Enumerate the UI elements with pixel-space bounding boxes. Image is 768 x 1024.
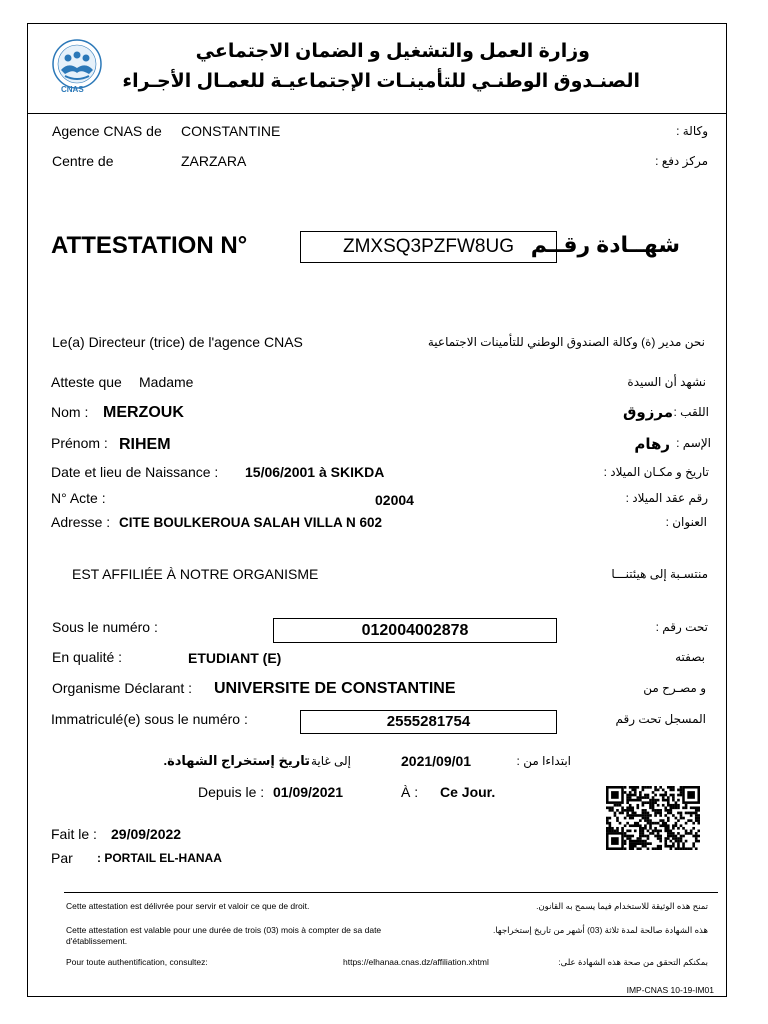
footer-line3: Pour toute authentification, consultez: xyxy=(66,957,208,967)
numero-value: 012004002878 xyxy=(361,622,469,639)
adresse-label: Adresse : xyxy=(51,514,111,530)
to-label-ar: إلى غاية : xyxy=(304,754,351,768)
attestation-title-ar: شهــادة رقــم xyxy=(530,232,680,257)
nom-value: MERZOUK xyxy=(103,404,184,421)
immat-box xyxy=(300,710,557,734)
a-label: À : xyxy=(401,784,419,800)
immat-label-ar: المسجل تحت رقم xyxy=(615,712,706,726)
numero-label: Sous le numéro : xyxy=(52,619,158,635)
par-value: : PORTAIL EL-HANAA xyxy=(97,851,222,865)
qualite-label-ar: بصفته xyxy=(675,650,705,664)
agence-label-ar: وكالة : xyxy=(676,124,708,138)
centre-label: Centre de xyxy=(52,153,114,169)
prenom-value-ar: رهام xyxy=(634,436,670,453)
attestation-number-box xyxy=(300,231,557,263)
attestation-number: ZMXSQ3PZFW8UG xyxy=(342,236,514,257)
affiliation-text: EST AFFILIÉE À NOTRE ORGANISME xyxy=(72,566,319,582)
qr-code xyxy=(606,786,700,850)
immat-label: Immatriculé(e) sous le numéro : xyxy=(51,711,248,727)
numero-label-ar: تحت رقم : xyxy=(655,620,708,634)
header-separator xyxy=(27,113,727,114)
organisme-label-ar: و مصـرح من xyxy=(643,681,706,695)
prenom-label: Prénom : xyxy=(51,435,108,451)
a-value: Ce Jour. xyxy=(440,784,496,800)
attestation-title: ATTESTATION N° xyxy=(51,232,248,259)
adresse-value: CITE BOULKEROUA SALAH VILLA N 602 xyxy=(119,515,383,530)
authentication-url[interactable]: https://elhanaa.cnas.dz/affiliation.xhtml xyxy=(343,957,489,967)
organisme-label: Organisme Déclarant : xyxy=(52,680,193,696)
adresse-label-ar: العنوان : xyxy=(665,515,707,529)
directeur-text-ar: نحن مدير (ة) وكالة الصندوق الوطني للتأمينات الاجتماعية xyxy=(427,335,705,349)
from-value-ar: 2021/09/01 xyxy=(401,753,472,769)
naissance-value: 15/06/2001 à SKIKDA xyxy=(245,464,385,480)
nom-value-ar: مرزوق xyxy=(623,404,673,421)
atteste-text: Atteste que xyxy=(51,374,122,390)
footer-line3-ar: بمكنكم التحقق من صحة هذه الشهادة على: xyxy=(558,957,708,967)
immat-value: 2555281754 xyxy=(386,713,471,730)
centre-value: ZARZARA xyxy=(181,153,247,169)
centre-label-ar: مركز دفع : xyxy=(655,154,708,168)
agence-label: Agence CNAS de xyxy=(52,123,162,139)
acte-label: N° Acte : xyxy=(51,490,106,506)
footer-line2b: d'établissement. xyxy=(66,936,128,946)
footer-line1-ar: تمنح هذه الوثيقة للاستخدام فيما يسمح به القانون. xyxy=(536,901,708,911)
depuis-value: 01/09/2021 xyxy=(273,784,344,800)
footer-separator xyxy=(64,892,718,893)
from-label-ar: ابتداءا من : xyxy=(516,754,571,768)
qualite-value: ETUDIANT (E) xyxy=(188,650,282,666)
ministry-title: وزارة العمل والتشغيل و الضمان الاجتماعي xyxy=(195,41,590,62)
naissance-label-ar: تاريخ و مكـان الميلاد : xyxy=(603,465,709,479)
prenom-label-ar: الإسم : xyxy=(676,436,711,450)
footer-line1: Cette attestation est délivrée pour servir et valoir ce que de droit. xyxy=(66,901,310,911)
cnas-logo xyxy=(51,38,103,100)
prenom-value: RIHEM xyxy=(119,436,171,453)
agence-value: CONSTANTINE xyxy=(181,123,281,139)
form-reference: IMP-CNAS 10-19-IM01 xyxy=(626,985,714,995)
acte-value: 02004 xyxy=(375,492,414,508)
fait-label: Fait le : xyxy=(51,826,97,842)
acte-label-ar: رقم عقد الميلاد : xyxy=(625,491,708,505)
affiliation-text-ar: منتسـبة إلى هيئتنـــا xyxy=(611,567,708,581)
organisme-value: UNIVERSITE DE CONSTANTINE xyxy=(214,680,456,697)
numero-box xyxy=(273,618,557,643)
to-value-ar: تاريخ إستخراج الشهادة. xyxy=(163,753,310,768)
naissance-label: Date et lieu de Naissance : xyxy=(51,464,219,480)
logo-text: CNAS xyxy=(61,85,84,94)
fait-value: 29/09/2022 xyxy=(111,826,182,842)
par-label: Par xyxy=(51,850,73,866)
depuis-label: Depuis le : xyxy=(198,784,265,800)
fund-title: الصنـدوق الوطنـي للتأمينـات الإجتماعيـة للعمـال الأجـراء xyxy=(122,71,640,92)
footer-line2a: Cette attestation est valable pour une durée de trois (03) mois à compter de sa date xyxy=(66,925,382,935)
qualite-label: En qualité : xyxy=(52,649,123,665)
nom-label: Nom : xyxy=(51,404,89,420)
atteste-text-ar: نشهد أن السيدة xyxy=(627,375,706,389)
nom-label-ar: اللقب : xyxy=(673,405,709,419)
directeur-text: Le(a) Directeur (trice) de l'agence CNAS xyxy=(52,334,303,350)
civilite: Madame xyxy=(139,374,194,390)
footer-line2-ar: هذه الشهادة صالحة لمدة ثلاثة (03) أشهر من تاريخ إستخراجها. xyxy=(492,925,708,935)
